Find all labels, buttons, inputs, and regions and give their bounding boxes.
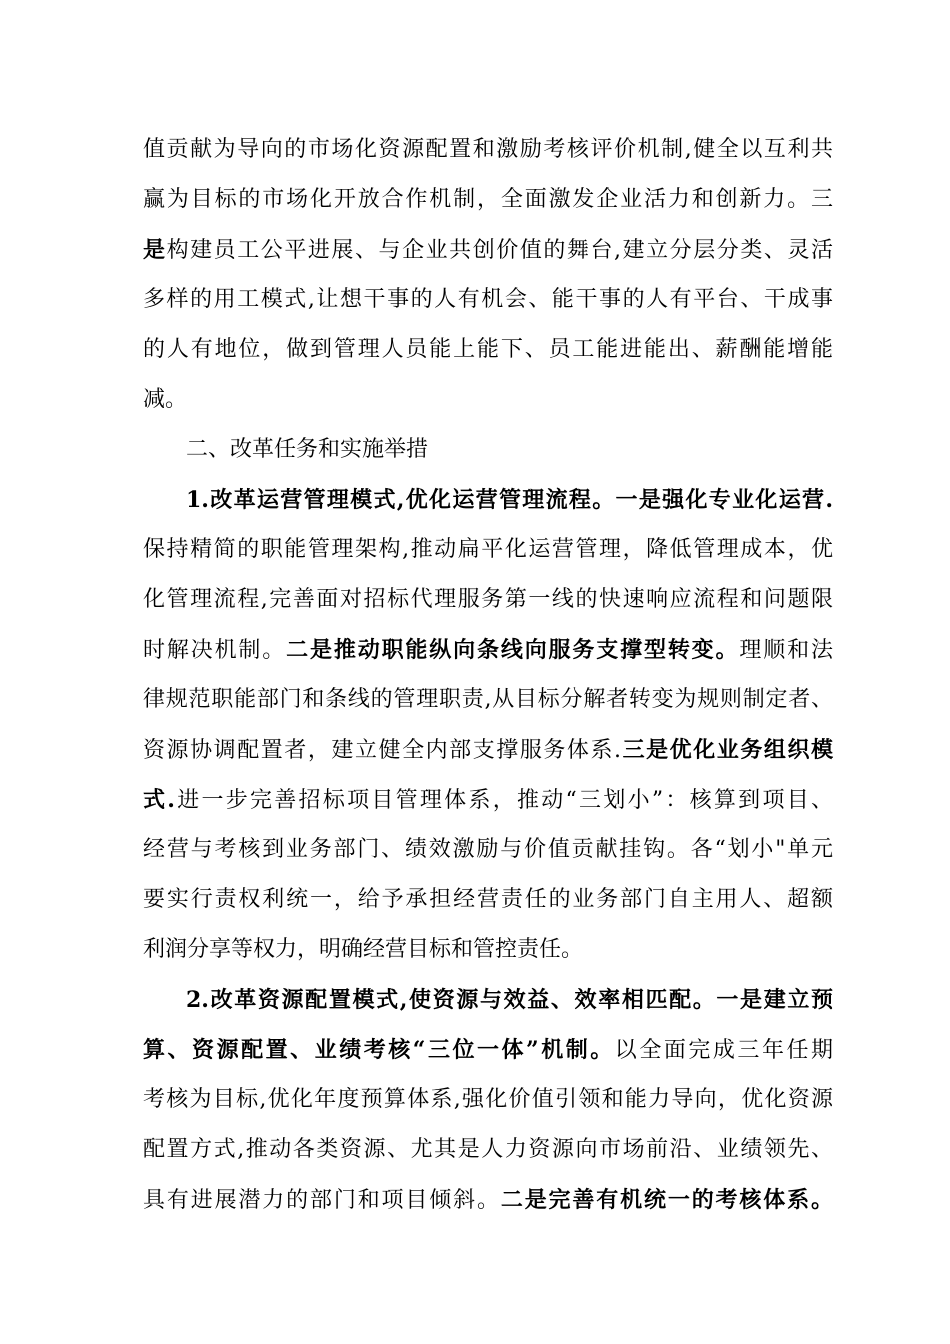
paragraph-2-line-3: 化管理流程,完善面对招标代理服务第一线的快速响应流程和问题限	[143, 587, 833, 612]
paragraph-2-line-5: 律规范职能部门和条线的管理职责,从目标分解者转变为规则制定者、	[143, 687, 833, 712]
paragraph-2-line-9: 要实行责权利统一，给予承担经营责任的业务部门自主用人、超额	[143, 887, 833, 912]
bold-text: 二是完善有机统一的考核体系。	[500, 1187, 833, 1213]
bold-text: 算、资源配置、业绩考核“三位一体”机制。	[143, 1037, 615, 1063]
paragraph-1-line-3	[143, 224, 833, 276]
paragraph-1-line-1: 值贡献为导向的市场化资源配置和激励考核评价机制,健全以互利共	[143, 137, 833, 162]
paragraph-2-line-6	[143, 724, 833, 776]
bold-text: 式.	[143, 787, 175, 813]
body-text: 资源协调配置者，建立健全内部支撑服务体系.	[143, 738, 622, 763]
paragraph-2-line-10: 利润分享等权力，明确经营目标和管控责任。	[143, 937, 584, 962]
paragraph-2-line-8: 经营与考核到业务部门、绩效激励与价值贡献挂钩。各“划小"单元	[143, 837, 833, 862]
paragraph-2-line-7	[143, 774, 833, 826]
paragraph-3-line-3: 考核为目标,优化年度预算体系,强化价值引领和能力导向，优化资源	[143, 1087, 833, 1112]
body-text: 具有进展潜力的部门和项目倾斜。	[143, 1188, 501, 1213]
paragraph-2-line-1: 1.改革运营管理模式,优化运营管理流程。一是强化专业化运营.	[186, 487, 833, 513]
paragraph-2-line-4	[143, 624, 833, 676]
paragraph-3-line-1: 2.改革资源配置模式,使资源与效益、效率相匹配。一是建立预	[186, 987, 833, 1013]
body-text: 时解决机制。	[143, 638, 287, 663]
bold-text: 是	[143, 237, 167, 263]
paragraph-3-line-5	[143, 1174, 833, 1226]
paragraph-1-line-2: 赢为目标的市场化开放合作机制，全面激发企业活力和创新力。三	[143, 187, 833, 212]
body-text: 理顺和法	[739, 638, 833, 663]
bold-text: 三是优化业务组织模	[621, 737, 833, 763]
paragraph-1-line-4: 多样的用工模式,让想干事的人有机会、能干事的人有平台、干成事	[143, 287, 833, 312]
paragraph-1-line-5: 的人有地位，做到管理人员能上能下、员工能进能出、薪酬能增能	[143, 337, 833, 362]
paragraph-3-line-4: 配置方式,推动各类资源、尤其是人力资源向市场前沿、业绩领先、	[143, 1137, 833, 1162]
paragraph-1-line-6: 减。	[143, 387, 188, 412]
section-heading: 二、改革任务和实施举措	[186, 437, 429, 462]
body-text: 以全面完成三年任期	[614, 1038, 833, 1063]
paragraph-3-line-2	[143, 1024, 833, 1076]
bold-text: 二是推动职能纵向条线向服务支撑型转变。	[286, 637, 740, 663]
paragraph-2-line-2: 保持精简的职能管理架构,推动扁平化运营管理，降低管理成本，优	[143, 537, 833, 562]
body-text: 构建员工公平进展、与企业共创价值的舞台,建立分层分类、灵活	[166, 238, 833, 263]
body-text: 进一步完善招标项目管理体系，推动“三划小”：核算到项目、	[174, 788, 833, 813]
